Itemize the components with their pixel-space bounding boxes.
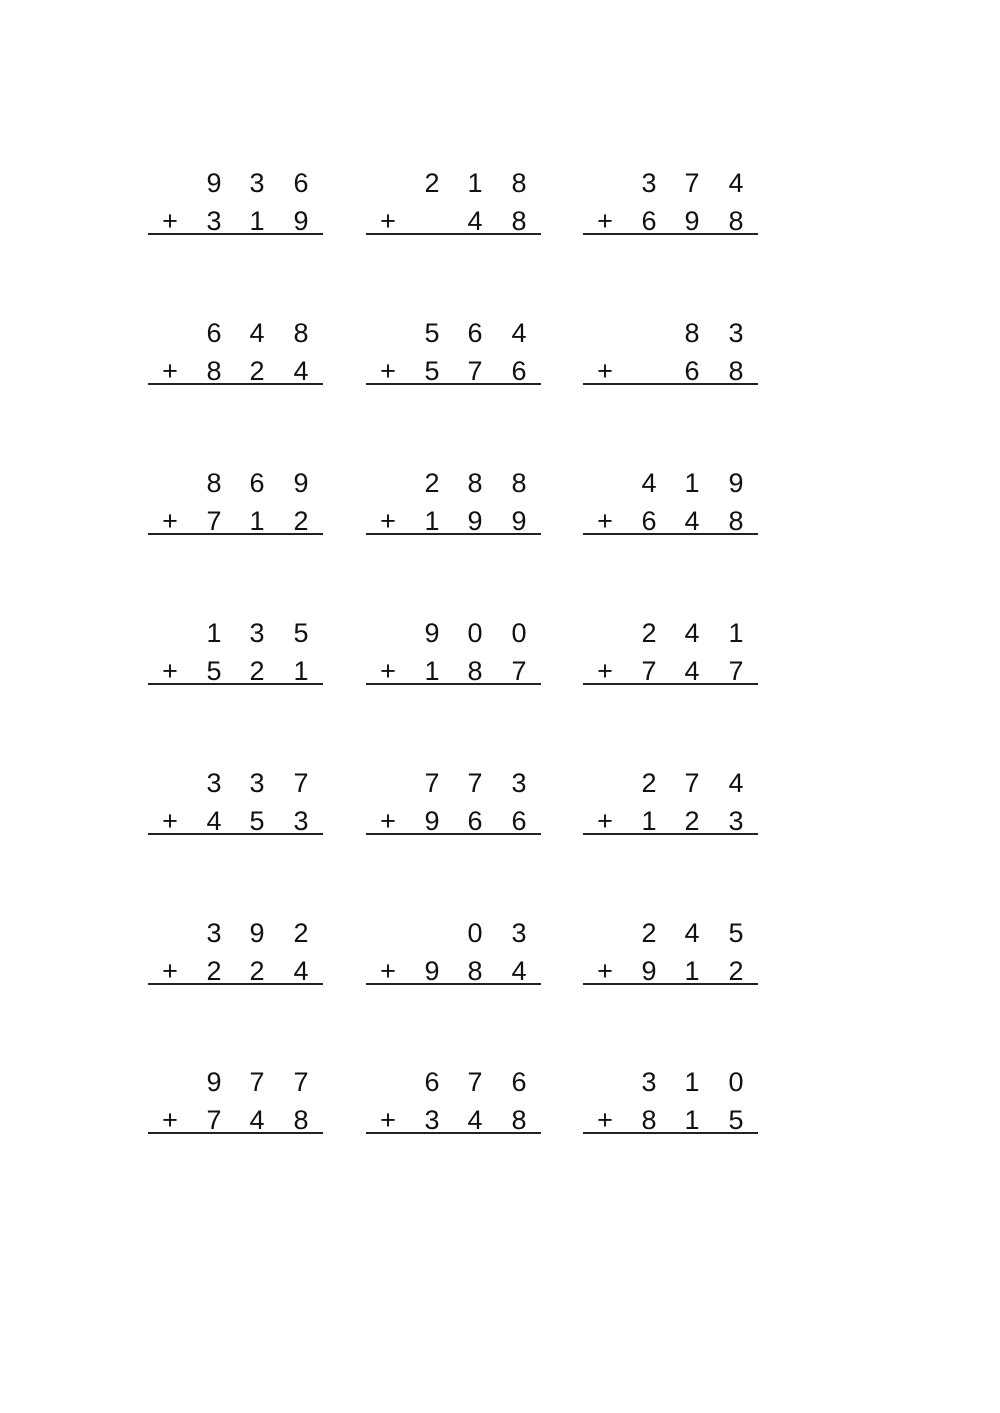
- top-digit: 4: [684, 918, 700, 948]
- top-digit: 3: [511, 768, 527, 798]
- answer-line: [366, 533, 541, 535]
- top-digit: 7: [467, 1067, 483, 1097]
- bottom-digit: [417, 206, 447, 236]
- top-digit: 0: [728, 1067, 744, 1097]
- plus-sign: +: [597, 956, 613, 986]
- bottom-digit: 7: [641, 656, 657, 686]
- bottom-digit: 7: [511, 656, 527, 686]
- plus-sign: +: [162, 806, 178, 836]
- answer-line: [583, 533, 758, 535]
- bottom-digit: 8: [728, 206, 744, 236]
- addition-problem: [148, 318, 323, 398]
- addition-problem: [583, 168, 758, 248]
- bottom-digit: 4: [293, 356, 309, 386]
- addition-problem: [583, 468, 758, 548]
- top-digit: 2: [293, 918, 309, 948]
- bottom-digit: 1: [249, 206, 265, 236]
- bottom-digit: 1: [293, 656, 309, 686]
- top-digit: 9: [728, 468, 744, 498]
- addition-problem: [366, 468, 541, 548]
- top-digit: 5: [424, 318, 440, 348]
- answer-line: [148, 833, 323, 835]
- top-digit: 2: [424, 468, 440, 498]
- top-digit: 5: [293, 618, 309, 648]
- addition-problem: [148, 618, 323, 698]
- top-digit: 4: [728, 768, 744, 798]
- bottom-digit: 1: [249, 506, 265, 536]
- answer-line: [583, 1132, 758, 1134]
- answer-line: [148, 983, 323, 985]
- top-digit: 4: [641, 468, 657, 498]
- answer-line: [583, 983, 758, 985]
- answer-line: [148, 683, 323, 685]
- addition-problem: [366, 918, 541, 998]
- answer-line: [366, 983, 541, 985]
- plus-sign: +: [162, 956, 178, 986]
- top-digit: 9: [249, 918, 265, 948]
- bottom-digit: 9: [641, 956, 657, 986]
- bottom-digit: 8: [728, 356, 744, 386]
- addition-problem: [366, 1067, 541, 1147]
- top-digit: 6: [249, 468, 265, 498]
- top-digit: 1: [467, 168, 483, 198]
- addition-problem: [148, 768, 323, 848]
- bottom-digit: 2: [249, 356, 265, 386]
- bottom-digit: 6: [684, 356, 700, 386]
- addition-problem: [148, 168, 323, 248]
- plus-sign: +: [162, 656, 178, 686]
- bottom-digit: 7: [206, 506, 222, 536]
- top-digit: 3: [206, 918, 222, 948]
- bottom-digit: 6: [641, 506, 657, 536]
- top-digit: 4: [684, 618, 700, 648]
- bottom-digit: 9: [424, 956, 440, 986]
- bottom-digit: 2: [293, 506, 309, 536]
- plus-sign: +: [380, 956, 396, 986]
- bottom-digit: 1: [641, 806, 657, 836]
- addition-problem: [366, 618, 541, 698]
- plus-sign: +: [162, 1105, 178, 1135]
- addition-problem: [366, 168, 541, 248]
- top-digit: 7: [293, 768, 309, 798]
- top-digit: 3: [641, 1067, 657, 1097]
- top-digit: 8: [293, 318, 309, 348]
- bottom-digit: 5: [728, 1105, 744, 1135]
- bottom-digit: 6: [511, 806, 527, 836]
- top-digit: [634, 318, 664, 348]
- top-digit: 8: [206, 468, 222, 498]
- answer-line: [583, 233, 758, 235]
- answer-line: [366, 683, 541, 685]
- bottom-digit: 9: [424, 806, 440, 836]
- bottom-digit: 8: [293, 1105, 309, 1135]
- top-digit: 6: [511, 1067, 527, 1097]
- bottom-digit: 4: [206, 806, 222, 836]
- plus-sign: +: [597, 806, 613, 836]
- top-digit: 3: [511, 918, 527, 948]
- top-digit: 1: [684, 468, 700, 498]
- bottom-digit: 9: [293, 206, 309, 236]
- bottom-digit: 1: [424, 656, 440, 686]
- addition-problem: [366, 318, 541, 398]
- bottom-digit: 9: [467, 506, 483, 536]
- top-digit: 0: [467, 618, 483, 648]
- plus-sign: +: [162, 206, 178, 236]
- top-digit: 7: [684, 168, 700, 198]
- addition-problem: [583, 618, 758, 698]
- top-digit: 6: [206, 318, 222, 348]
- bottom-digit: 7: [467, 356, 483, 386]
- bottom-digit: 8: [467, 656, 483, 686]
- top-digit: 7: [293, 1067, 309, 1097]
- top-digit: 6: [467, 318, 483, 348]
- top-digit: 2: [641, 618, 657, 648]
- top-digit: 4: [511, 318, 527, 348]
- bottom-digit: 4: [249, 1105, 265, 1135]
- bottom-digit: 1: [684, 956, 700, 986]
- answer-line: [148, 383, 323, 385]
- bottom-digit: 8: [511, 1105, 527, 1135]
- bottom-digit: 3: [728, 806, 744, 836]
- top-digit: 5: [728, 918, 744, 948]
- top-digit: 1: [728, 618, 744, 648]
- answer-line: [366, 833, 541, 835]
- bottom-digit: 7: [206, 1105, 222, 1135]
- top-digit: 6: [293, 168, 309, 198]
- top-digit: 8: [511, 468, 527, 498]
- bottom-digit: 5: [206, 656, 222, 686]
- answer-line: [583, 833, 758, 835]
- top-digit: [417, 918, 447, 948]
- answer-line: [366, 233, 541, 235]
- top-digit: 0: [511, 618, 527, 648]
- addition-problem: [366, 768, 541, 848]
- top-digit: 1: [684, 1067, 700, 1097]
- answer-line: [583, 683, 758, 685]
- top-digit: 1: [206, 618, 222, 648]
- top-digit: 7: [684, 768, 700, 798]
- bottom-digit: 5: [424, 356, 440, 386]
- bottom-digit: 4: [467, 206, 483, 236]
- top-digit: 7: [467, 768, 483, 798]
- bottom-digit: 2: [249, 656, 265, 686]
- plus-sign: +: [380, 656, 396, 686]
- plus-sign: +: [380, 206, 396, 236]
- top-digit: 8: [511, 168, 527, 198]
- top-digit: 9: [293, 468, 309, 498]
- bottom-digit: 8: [206, 356, 222, 386]
- plus-sign: +: [597, 656, 613, 686]
- bottom-digit: 3: [424, 1105, 440, 1135]
- plus-sign: +: [380, 506, 396, 536]
- addition-problem: [583, 918, 758, 998]
- top-digit: 3: [249, 768, 265, 798]
- addition-problem: [148, 1067, 323, 1147]
- top-digit: 3: [249, 168, 265, 198]
- top-digit: 8: [684, 318, 700, 348]
- bottom-digit: 1: [684, 1105, 700, 1135]
- addition-problem: [148, 918, 323, 998]
- answer-line: [148, 533, 323, 535]
- plus-sign: +: [597, 356, 613, 386]
- addition-problem: [148, 468, 323, 548]
- top-digit: 8: [467, 468, 483, 498]
- bottom-digit: 3: [206, 206, 222, 236]
- bottom-digit: 8: [728, 506, 744, 536]
- answer-line: [148, 233, 323, 235]
- bottom-digit: 9: [511, 506, 527, 536]
- answer-line: [366, 383, 541, 385]
- bottom-digit: 8: [641, 1105, 657, 1135]
- top-digit: 3: [641, 168, 657, 198]
- top-digit: 3: [249, 618, 265, 648]
- top-digit: 9: [206, 168, 222, 198]
- answer-line: [583, 383, 758, 385]
- bottom-digit: 2: [249, 956, 265, 986]
- top-digit: 3: [206, 768, 222, 798]
- addition-problem: [583, 318, 758, 398]
- plus-sign: +: [380, 806, 396, 836]
- top-digit: 9: [424, 618, 440, 648]
- addition-problem: [583, 1067, 758, 1147]
- top-digit: 7: [249, 1067, 265, 1097]
- plus-sign: +: [162, 356, 178, 386]
- answer-line: [366, 1132, 541, 1134]
- bottom-digit: 6: [467, 806, 483, 836]
- plus-sign: +: [380, 1105, 396, 1135]
- bottom-digit: 9: [684, 206, 700, 236]
- top-digit: 4: [249, 318, 265, 348]
- bottom-digit: 7: [728, 656, 744, 686]
- bottom-digit: 6: [641, 206, 657, 236]
- bottom-digit: 6: [511, 356, 527, 386]
- bottom-digit: 5: [249, 806, 265, 836]
- bottom-digit: 4: [684, 656, 700, 686]
- top-digit: 4: [728, 168, 744, 198]
- top-digit: 0: [467, 918, 483, 948]
- top-digit: 2: [424, 168, 440, 198]
- answer-line: [148, 1132, 323, 1134]
- bottom-digit: 2: [206, 956, 222, 986]
- bottom-digit: [634, 356, 664, 386]
- bottom-digit: 8: [511, 206, 527, 236]
- bottom-digit: 1: [424, 506, 440, 536]
- bottom-digit: 3: [293, 806, 309, 836]
- top-digit: 6: [424, 1067, 440, 1097]
- bottom-digit: 2: [728, 956, 744, 986]
- plus-sign: +: [597, 506, 613, 536]
- bottom-digit: 4: [684, 506, 700, 536]
- plus-sign: +: [162, 506, 178, 536]
- bottom-digit: 4: [293, 956, 309, 986]
- top-digit: 3: [728, 318, 744, 348]
- bottom-digit: 4: [467, 1105, 483, 1135]
- plus-sign: +: [597, 1105, 613, 1135]
- plus-sign: +: [380, 356, 396, 386]
- bottom-digit: 2: [684, 806, 700, 836]
- top-digit: 9: [206, 1067, 222, 1097]
- top-digit: 7: [424, 768, 440, 798]
- top-digit: 2: [641, 768, 657, 798]
- plus-sign: +: [597, 206, 613, 236]
- bottom-digit: 8: [467, 956, 483, 986]
- top-digit: 2: [641, 918, 657, 948]
- addition-problem: [583, 768, 758, 848]
- bottom-digit: 4: [511, 956, 527, 986]
